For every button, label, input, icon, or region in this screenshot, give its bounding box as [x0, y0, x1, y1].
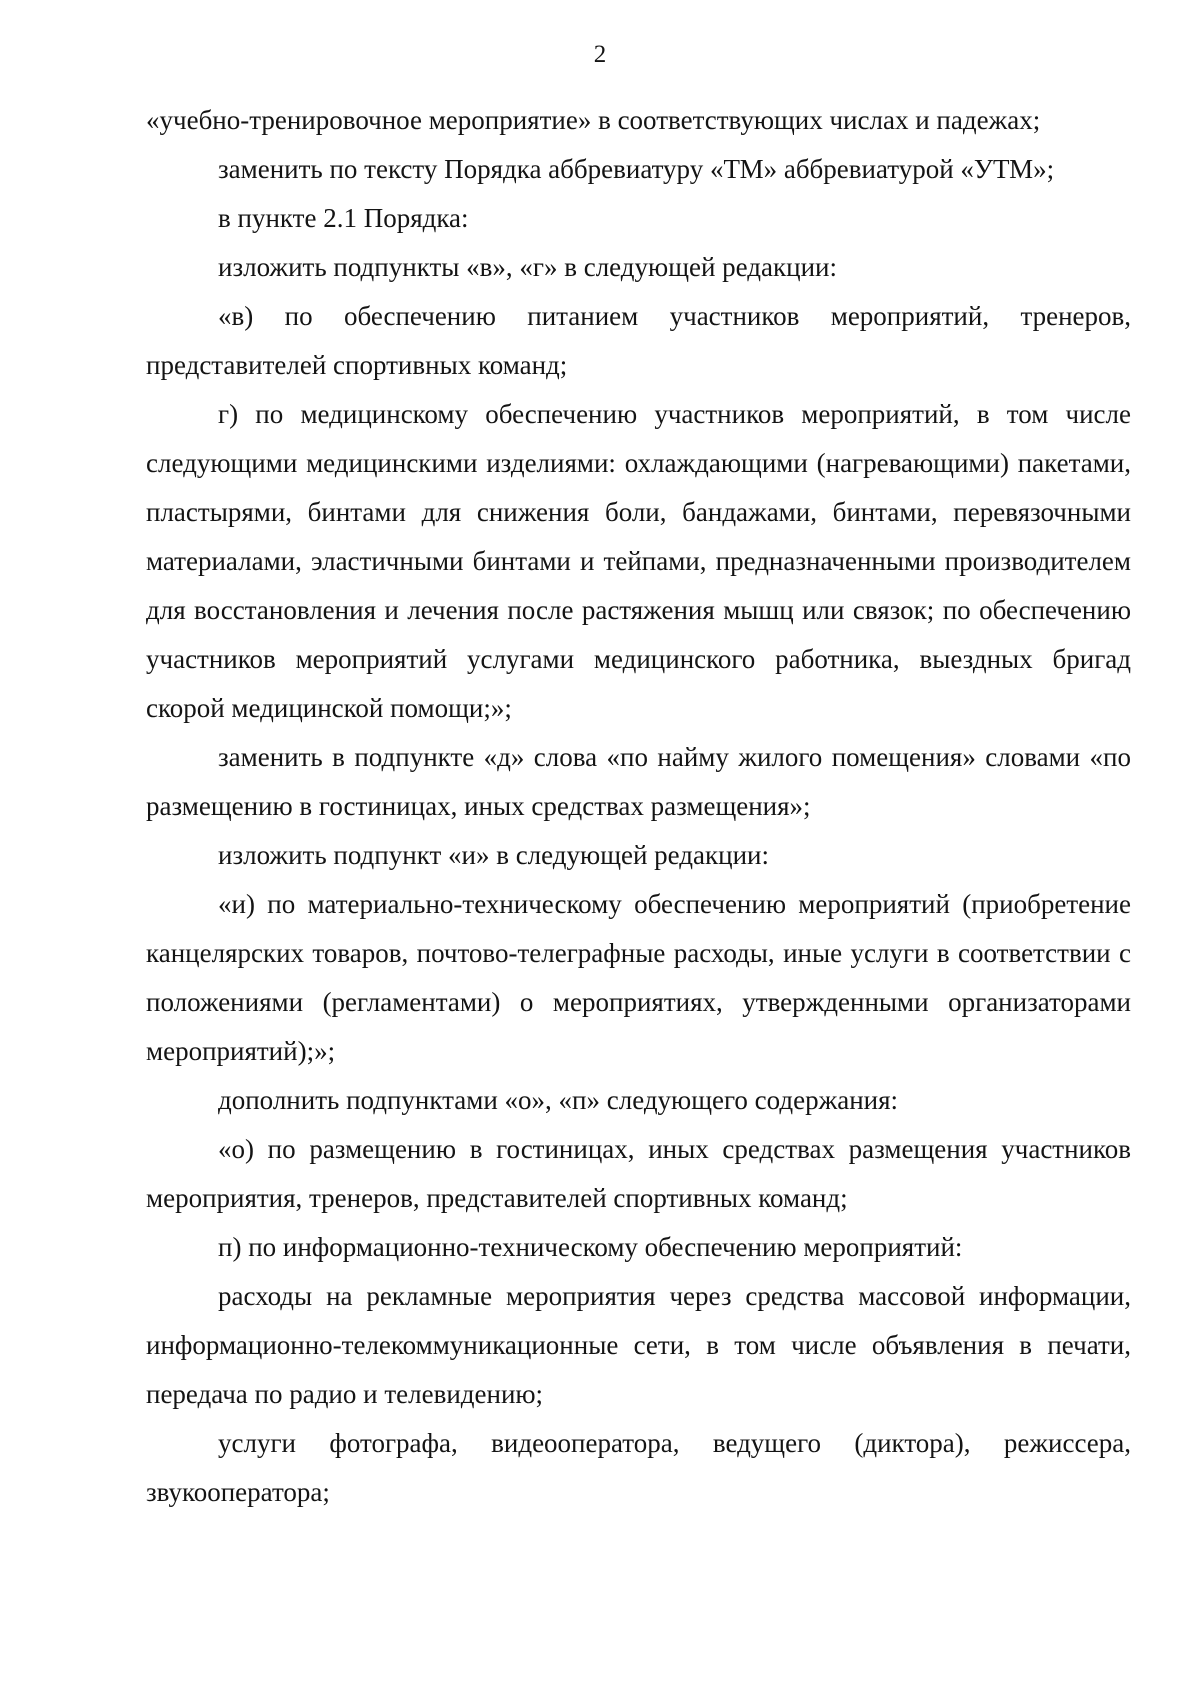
paragraph-continuation: «учебно-тренировочное мероприятие» в соответствующих числах и падежах;: [146, 105, 1041, 135]
document-body: [146, 96, 1131, 1517]
paragraph: дополнить подпунктами «о», «п» следующего содержания:: [218, 1085, 899, 1115]
paragraph: г) по медицинскому обеспечению участников мероприятий, в том числе следующими медицинскими изделиями: охлаждающими (нагревающими) пакетами, пластырями, бинтами для снижения боли, бандажами, бинтами, перевязочными материалами, эластичными бинтами и тейпами, предназначенными производителем для восстановления и лечения после растяжения мышц или связок; по обеспечению участников мероприятий услугами медицинского работника, выездных бригад скорой медицинской помощи;»;: [146, 399, 1131, 723]
paragraph: расходы на рекламные мероприятия через средства массовой информации, информационно-телекоммуникационные сети, в том числе объявления в печати, передача по радио и телевидению;: [146, 1281, 1131, 1409]
paragraph: заменить в подпункте «д» слова «по найму жилого помещения» словами «по размещению в гостиницах, иных средствах размещения»;: [146, 742, 1131, 821]
paragraph: услуги фотографа, видеооператора, ведущего (диктора), режиссера, звукооператора;: [146, 1428, 1131, 1507]
paragraph: п) по информационно-техническому обеспечению мероприятий:: [218, 1232, 963, 1262]
page-number: 2: [593, 41, 607, 68]
paragraph: «о) по размещению в гостиницах, иных средствах размещения участников мероприятия, тренеров, представителей спортивных команд;: [146, 1134, 1131, 1213]
paragraph: изложить подпункты «в», «г» в следующей редакции:: [218, 252, 837, 282]
paragraph: в пункте 2.1 Порядка:: [218, 203, 469, 233]
paragraph: изложить подпункт «и» в следующей редакции:: [218, 840, 769, 870]
paragraph: «и) по материально-техническому обеспечению мероприятий (приобретение канцелярских товаров, почтово-телеграфные расходы, иные услуги в соответствии с положениями (регламентами) о мероприятиях, утвержденными организаторами мероприятий);»;: [146, 889, 1131, 1066]
paragraph: заменить по тексту Порядка аббревиатуру «ТМ» аббревиатурой «УТМ»;: [218, 154, 1055, 184]
paragraph: «в) по обеспечению питанием участников мероприятий, тренеров, представителей спортивных команд;: [146, 301, 1131, 380]
